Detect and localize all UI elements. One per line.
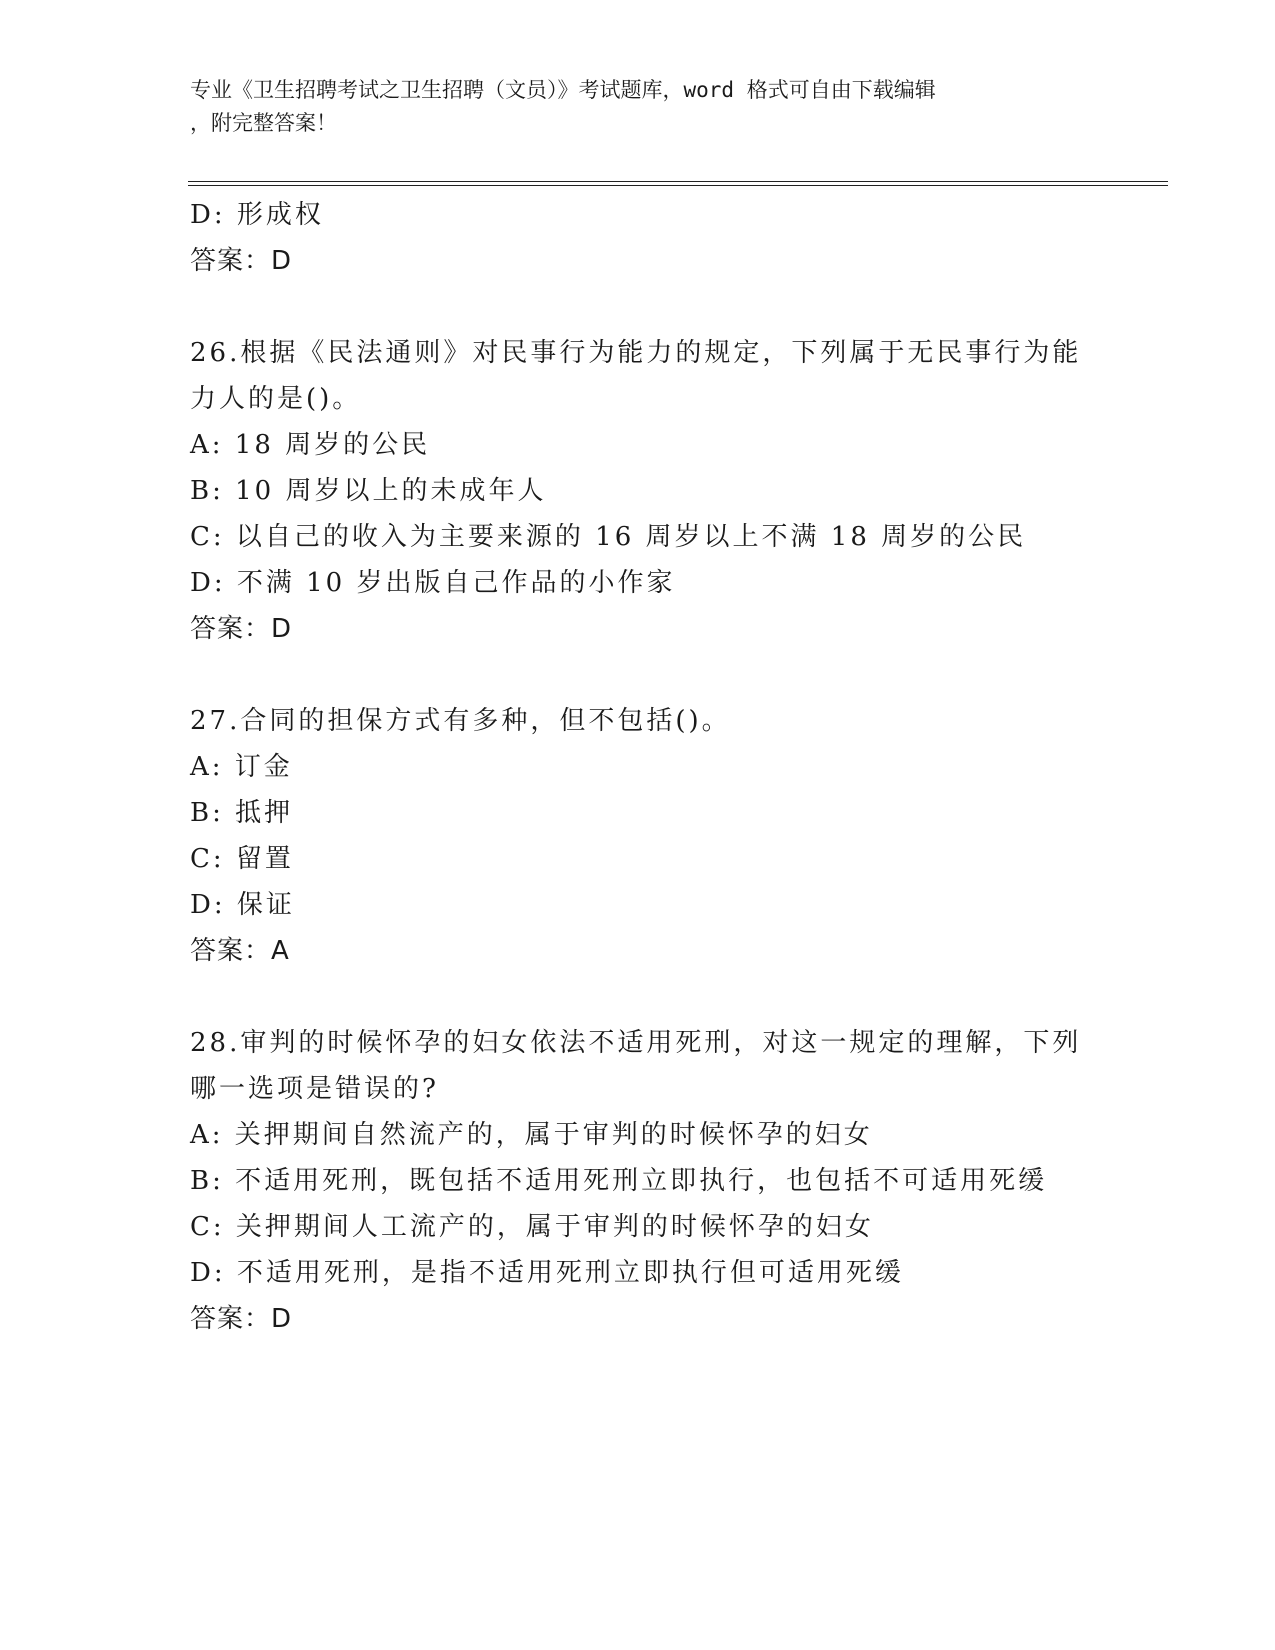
header-line-1: 专业《卫生招聘考试之卫生招聘（文员）》考试题库，word 格式可自由下载编辑 [190,78,936,102]
option-a: A: 订金 [190,752,293,782]
header-divider-bottom [188,185,1168,186]
document-header [190,74,1090,140]
option-d: D: 不适用死刑，是指不适用死刑立即执行但可适用死缓 [190,1258,904,1288]
question-stem: 26.根据《民法通则》对民事行为能力的规定，下列属于无民事行为能 [190,338,1082,368]
question-stem: 28.审判的时候怀孕的妇女依法不适用死刑，对这一规定的理解，下列 [190,1028,1082,1058]
answer: 答案：D [190,614,293,644]
option-d: D: 不满 10 岁出版自己作品的小作家 [190,568,676,598]
header-line-2: ，附完整答案！ [190,111,337,135]
question-28 [190,1020,1090,1342]
option-b: B: 10 周岁以上的未成年人 [190,476,547,506]
spacer [190,974,1090,1020]
spacer [190,284,1090,330]
option-d: D: 保证 [190,890,295,920]
option-c: C: 以自己的收入为主要来源的 16 周岁以上不满 18 周岁的公民 [190,522,1027,552]
prev-option-d: D: 形成权 [190,200,324,230]
option-c: C: 关押期间人工流产的，属于审判的时候怀孕的妇女 [190,1212,874,1242]
header-divider-top [188,181,1168,182]
option-b: B: 抵押 [190,798,294,828]
question-stem: 力人的是()。 [190,384,362,414]
option-a: A: 关押期间自然流产的，属于审判的时候怀孕的妇女 [190,1120,873,1150]
question-26 [190,330,1090,652]
prev-answer: 答案：D [190,246,293,276]
question-stem: 27.合同的担保方式有多种，但不包括()。 [190,706,731,736]
question-27 [190,698,1090,974]
spacer [190,652,1090,698]
question-stem: 哪一选项是错误的? [190,1074,439,1104]
option-a: A: 18 周岁的公民 [190,430,431,460]
document-body [190,192,1090,1342]
answer: 答案：D [190,1304,293,1334]
answer: 答案：A [190,936,290,966]
option-c: C: 留置 [190,844,294,874]
option-b: B: 不适用死刑，既包括不适用死刑立即执行，也包括不可适用死缓 [190,1166,1048,1196]
